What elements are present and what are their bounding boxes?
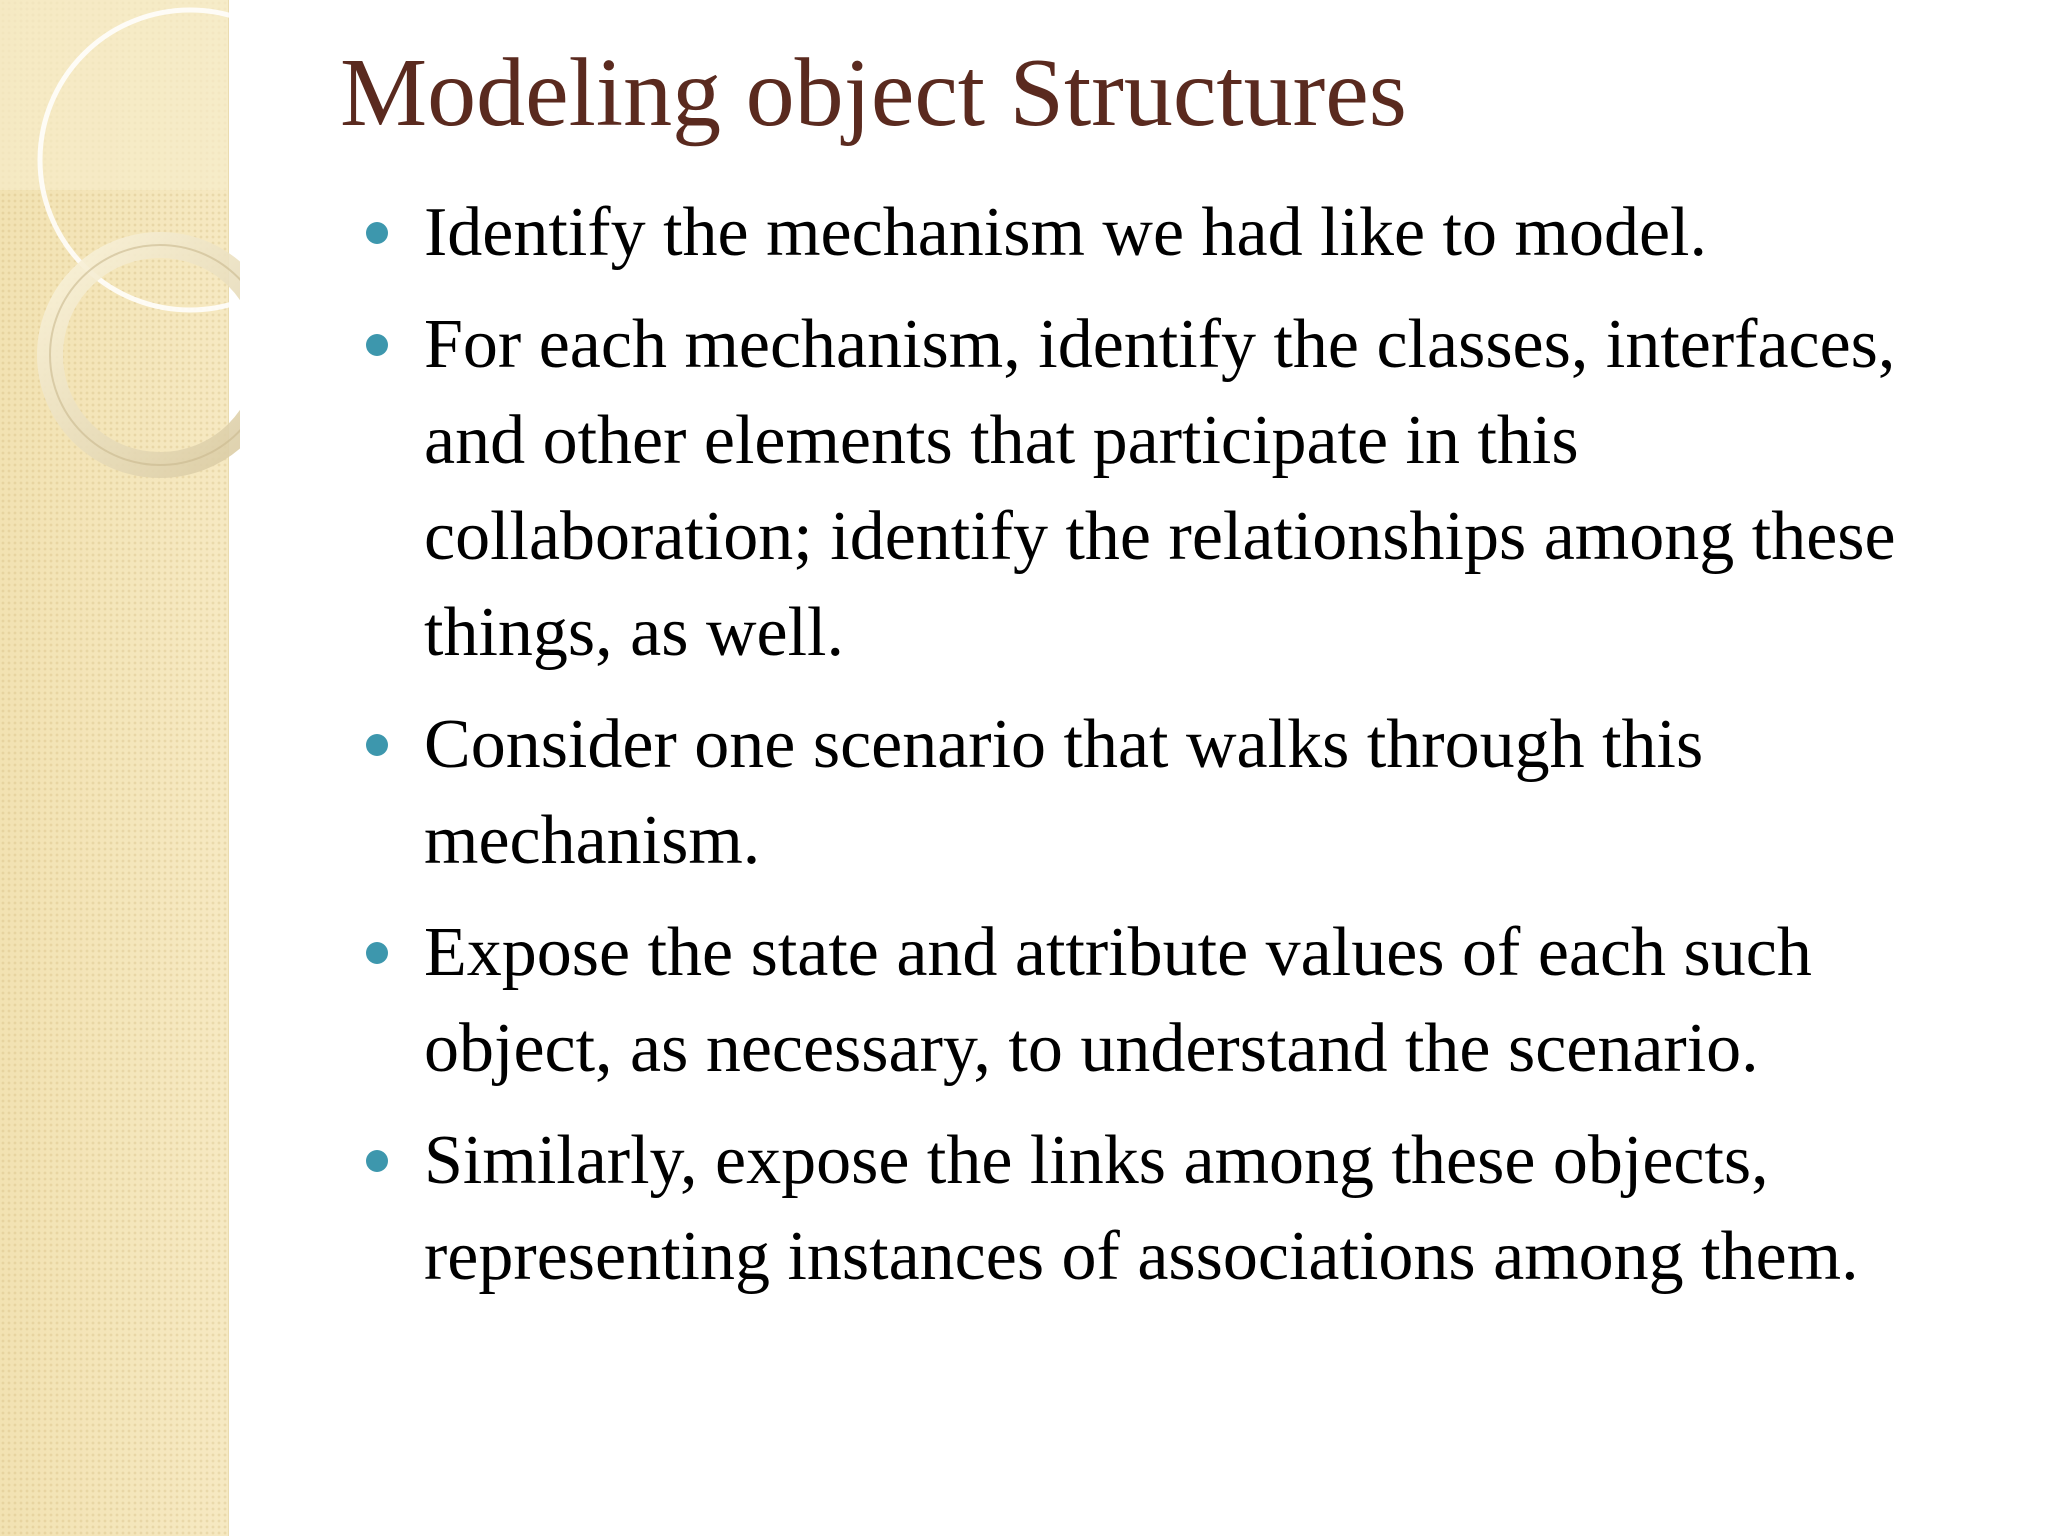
bullet-dot-icon (366, 734, 388, 756)
bullet-text: For each mechanism, identify the classes, interfaces, and other elements that participate in this collaboration; identify the relationships among these things, as well. (424, 306, 1896, 671)
bullet-dot-icon (366, 334, 388, 356)
bullet-dot-icon (366, 222, 388, 244)
bullet-text: Similarly, expose the links among these objects, representing instances of associations among them. (424, 1122, 1859, 1295)
bullet-item (350, 697, 1970, 889)
bullet-item (350, 1113, 1970, 1305)
bullet-item (350, 185, 1970, 281)
bullet-list (350, 185, 1970, 1321)
bullet-text: Expose the state and attribute values of each such object, as necessary, to understand the scenario. (424, 914, 1812, 1087)
bullet-item (350, 297, 1970, 681)
decorative-rings-graphic (0, 0, 240, 520)
bullet-text: Identify the mechanism we had like to model. (424, 194, 1707, 271)
bullet-dot-icon (366, 1150, 388, 1172)
bullet-item (350, 905, 1970, 1097)
slide-title: Modeling object Structures (340, 39, 1407, 147)
bullet-text: Consider one scenario that walks through this mechanism. (424, 706, 1704, 879)
bullet-dot-icon (366, 942, 388, 964)
